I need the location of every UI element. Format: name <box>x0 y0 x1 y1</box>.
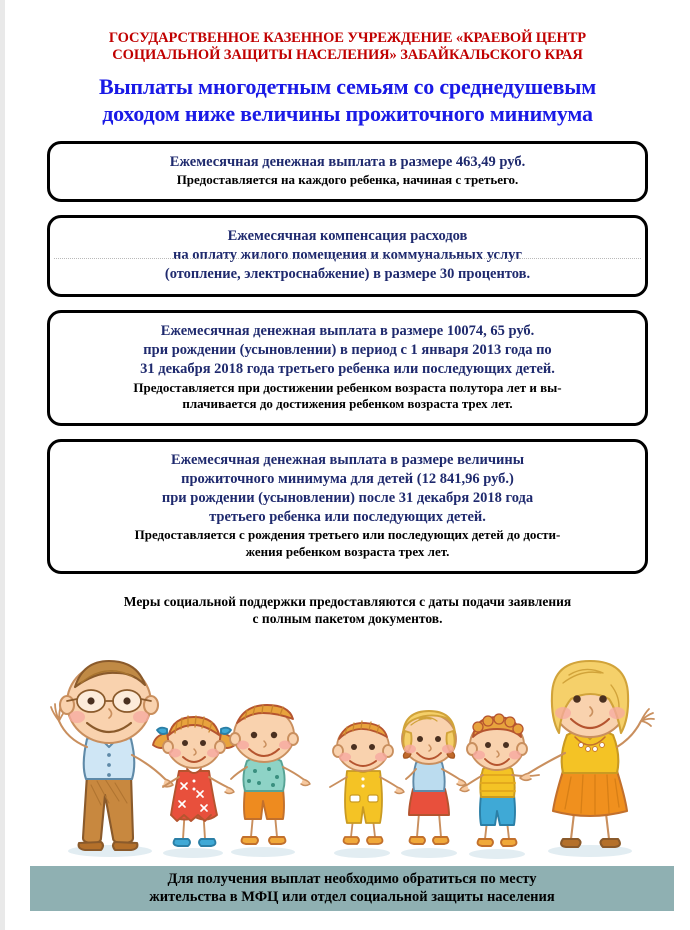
benefit-subtext-line: Предоставляется на каждого ребенка, начиная с третьего. <box>176 172 519 188</box>
page-title <box>5 64 690 127</box>
benefit-highlight-line: при рождении (усыновлении) в период с 1 января 2013 года по <box>143 342 552 359</box>
benefit-subtext-line: жения ребенком возраста трех лет. <box>245 543 450 559</box>
benefit-highlight-line: (отопление, электроснабжение) в размере 30 процентов. <box>164 266 531 282</box>
benefit-highlight-line: на оплату жилого помещения и коммунальных услуг <box>173 246 522 263</box>
application-note-line1: Меры социальной поддержки предоставляются с даты подачи заявления <box>123 593 572 609</box>
ground-shadows <box>68 845 632 859</box>
benefit-box <box>47 310 648 426</box>
figure-toddler-yellow-romper <box>330 721 404 844</box>
figure-father <box>51 661 173 850</box>
benefit-box <box>47 439 648 574</box>
figure-mother <box>520 661 654 847</box>
benefit-highlight-line: Ежемесячная денежная выплата в размере 463,49 руб. <box>169 154 526 170</box>
organization-title-line1: ГОСУДАРСТВЕННОЕ КАЗЕННОЕ УЧРЕЖДЕНИЕ «КРАЕВОЙ ЦЕНТР <box>108 30 587 46</box>
figure-girl-blue-top <box>402 711 466 844</box>
benefit-subtext-line: Предоставляется с рождения третьего или последующих детей до дости- <box>134 527 561 543</box>
benefit-highlight-line: третьего ребенка или последующих детей. <box>209 509 486 526</box>
contact-banner <box>30 866 674 911</box>
benefit-highlight-line: 31 декабря 2018 года третьего ребенка или последующих детей. <box>140 361 555 378</box>
benefit-subtext-line: Предоставляется при достижении ребенком возраста полутора лет и вы- <box>133 379 562 395</box>
benefit-highlight-line: Ежемесячная компенсация расходов <box>227 227 468 244</box>
application-note <box>5 587 690 628</box>
benefit-highlight-line: Ежемесячная денежная выплата в размере 10074, 65 руб. <box>160 323 535 340</box>
benefit-subtext-line: плачивается до достижения ребенком возраста трех лет. <box>182 396 513 412</box>
benefit-box-list <box>5 127 690 574</box>
contact-banner-line2: жительства в МФЦ или отдел социальной защиты населения <box>149 889 555 906</box>
benefit-highlight-line: Ежемесячная денежная выплата в размере величины <box>170 451 525 468</box>
contact-banner-line1: Для получения выплат необходимо обратиться по месту <box>167 871 537 887</box>
benefit-highlight-line: прожиточного минимума для детей (12 841,96 руб.) <box>181 470 514 487</box>
poster-page <box>5 0 690 930</box>
benefit-box <box>47 215 648 297</box>
organization-title <box>5 0 690 64</box>
page-title-line2: доходом ниже величины прожиточного минимума <box>102 100 593 126</box>
family-illustration <box>5 655 690 870</box>
application-note-line2: с полным пакетом документов. <box>252 611 443 627</box>
figure-boy-mint-top <box>230 705 310 844</box>
page-title-line1: Выплаты многодетным семьям со среднедушевым <box>98 74 597 100</box>
benefit-box <box>47 141 648 202</box>
organization-title-line2: СОЦИАЛЬНОЙ ЗАЩИТЫ НАСЕЛЕНИЯ» ЗАБАЙКАЛЬСКОГО КРАЯ <box>112 47 583 64</box>
benefit-highlight-line: при рождении (усыновлении) после 31 декабря 2018 года <box>161 490 534 506</box>
